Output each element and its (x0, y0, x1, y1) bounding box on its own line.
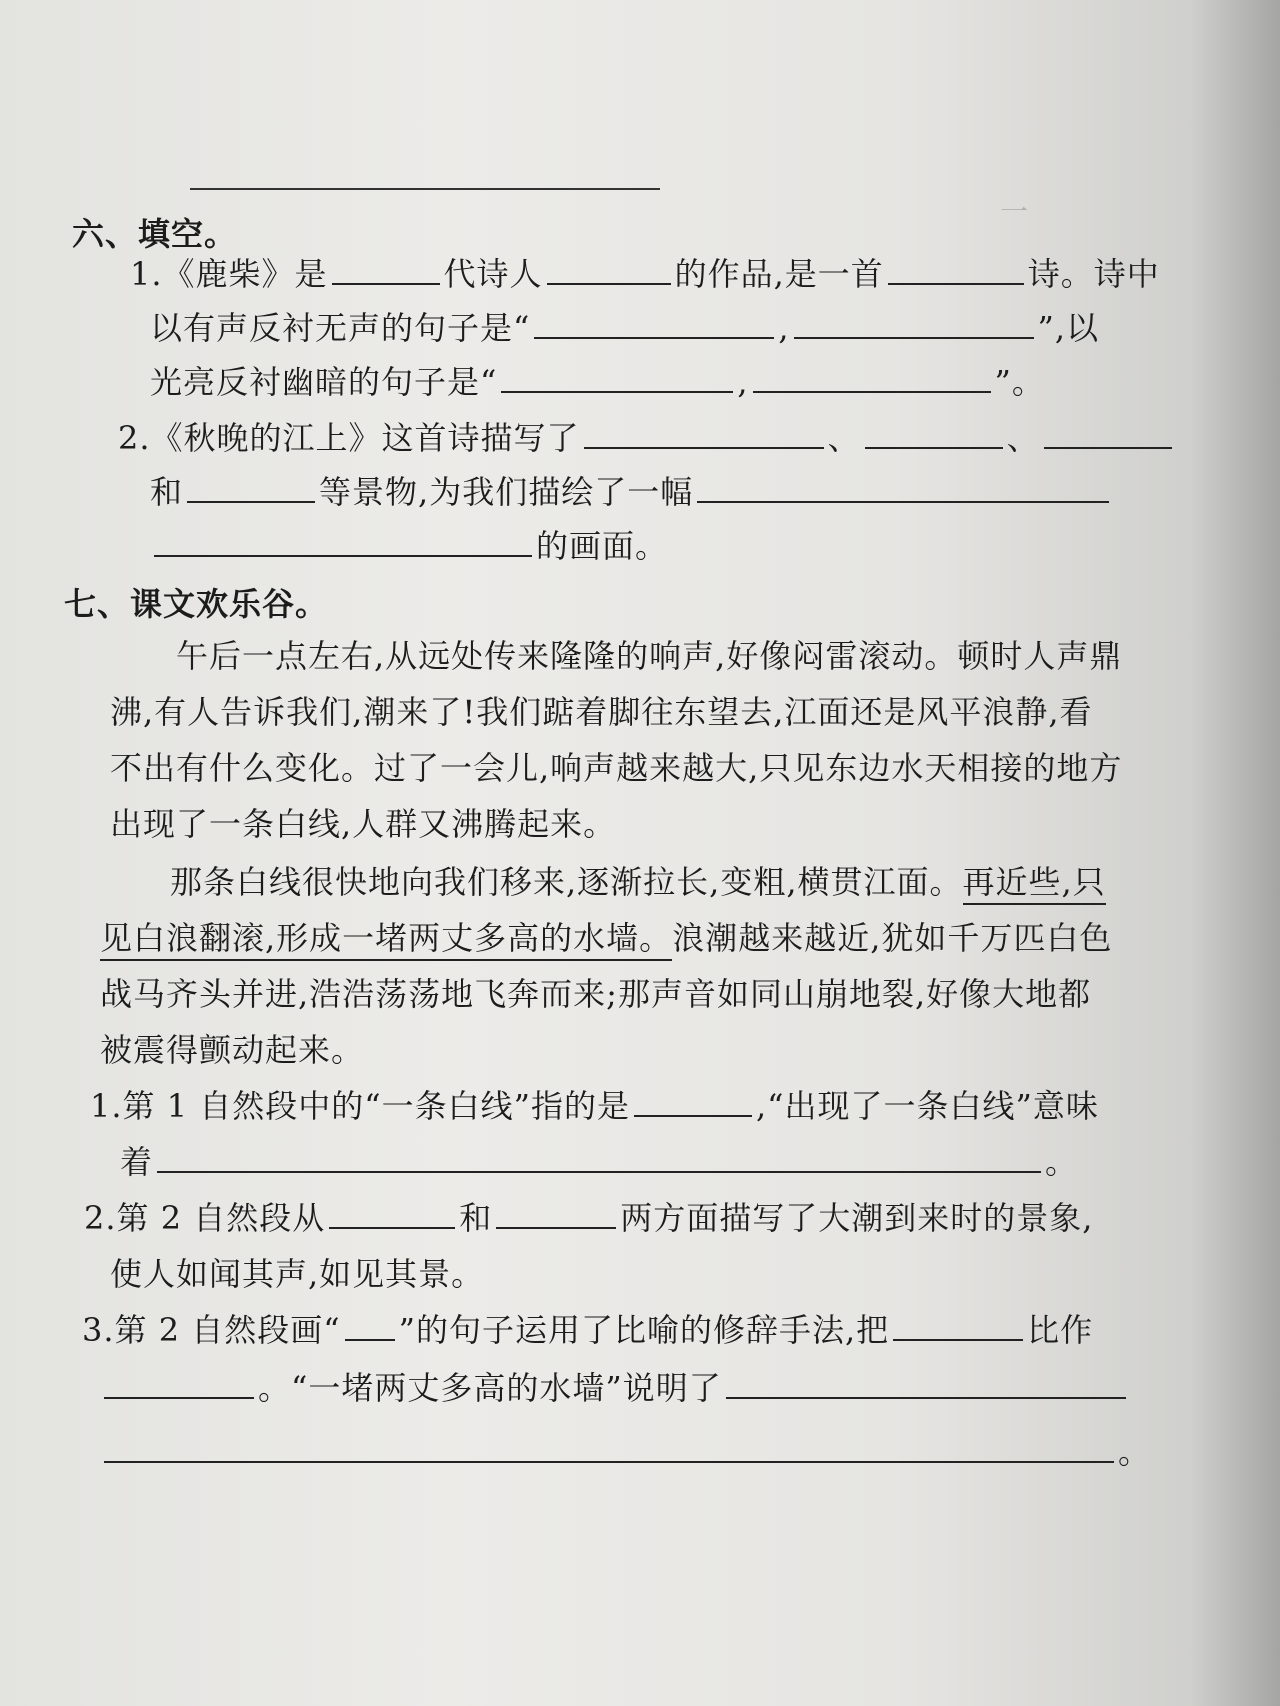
answer-blank[interactable] (345, 1311, 395, 1341)
answer-blank[interactable] (584, 419, 824, 449)
text-segment: 2.《秋晚的江上》这首诗描写了 (118, 419, 580, 457)
text-segment: 光亮反衬幽暗的句子是“ (150, 363, 498, 401)
s6-q2-line3 (150, 526, 668, 566)
answer-blank[interactable] (154, 527, 532, 557)
s7-q3-line2 (100, 1368, 1130, 1408)
section-7-heading: 七、课文欢乐谷。 (64, 585, 329, 623)
underlined-sentence: 见白浪翻滚,形成一堵两丈多高的水墙。 (100, 919, 672, 961)
answer-blank[interactable] (634, 1087, 752, 1117)
text-segment: 两方面描写了大潮到来时的景象, (620, 1199, 1094, 1237)
s7-q3-line1 (82, 1310, 1093, 1350)
text-segment: 1.第 1 自然段中的“一条白线”指的是 (90, 1087, 630, 1125)
answer-blank[interactable] (534, 309, 774, 339)
passage-p1-line1: 午后一点左右,从远处传来隆隆的响声,好像闷雷滚动。顿时人声鼎 (176, 637, 1123, 675)
text-segment: 那条白线很快地向我们移来,逐渐拉长,变粗,横贯江面。 (170, 863, 963, 901)
text-segment: 的作品,是一首 (674, 255, 884, 293)
text-segment: 和 (150, 473, 184, 511)
text-segment: ”的句子运用了比喻的修辞手法,把 (398, 1311, 890, 1349)
binding-shadow (1190, 0, 1280, 1706)
answer-blank[interactable] (726, 1369, 1126, 1399)
s6-q1-line3: 光亮反衬幽暗的句子是“ , ”。 (150, 363, 1045, 401)
answer-blank[interactable] (332, 255, 440, 285)
text-segment: 。 (1045, 1143, 1079, 1181)
answer-line-top (190, 188, 660, 190)
s6-q1-line1 (130, 254, 1160, 294)
passage-p1-line3: 不出有什么变化。过了一会儿,响声越来越大,只见东边水天相接的地方 (110, 749, 1123, 787)
answer-blank[interactable] (865, 419, 1003, 449)
text-segment: 以有声反衬无声的句子是“ (150, 309, 531, 347)
text-segment: 1.《鹿柴》是 (130, 255, 328, 293)
s6-q1-line2: 以有声反衬无声的句子是“ , ”,以 (150, 309, 1100, 347)
s6-q2-line2 (150, 472, 1113, 512)
text-segment: 代诗人 (443, 255, 543, 293)
s7-q3-line3 (100, 1432, 1151, 1472)
text-segment: 的画面。 (536, 527, 669, 565)
s6-q2-line1: 2.《秋晚的江上》这首诗描写了 、 、 (118, 418, 1176, 458)
text-segment: 2.第 2 自然段从 (84, 1199, 326, 1237)
text-segment: 浪潮越来越近,犹如千万匹白色 (672, 919, 1113, 957)
text-segment: 比作 (1027, 1311, 1094, 1349)
answer-blank[interactable] (893, 1311, 1023, 1341)
answer-blank[interactable] (697, 473, 1109, 503)
passage-p1-line2: 沸,有人告诉我们,潮来了!我们踮着脚往东望去,江面还是风平浪静,看 (110, 693, 1093, 731)
answer-blank[interactable] (104, 1433, 1114, 1463)
underlined-sentence: 再近些,只 (963, 863, 1106, 905)
section-6-heading: 六、填空。 (72, 215, 238, 253)
s7-q2-line1 (84, 1198, 1093, 1238)
text-segment: ,“出现了一条白线”意味 (755, 1087, 1099, 1125)
answer-blank[interactable] (888, 255, 1024, 285)
text-segment: ”,以 (1037, 309, 1100, 347)
show-through-mark: 一 (1000, 195, 1029, 228)
passage-p2-line4: 被震得颤动起来。 (100, 1031, 365, 1069)
answer-blank[interactable] (501, 363, 733, 393)
passage-p2-line1 (170, 862, 1106, 902)
text-segment: 着 (120, 1143, 154, 1181)
passage-p1-line4: 出现了一条白线,人群又沸腾起来。 (110, 805, 617, 843)
s7-q2-line2: 使人如闻其声,如见其景。 (110, 1255, 485, 1293)
answer-blank[interactable] (753, 363, 991, 393)
text-segment: 和 (459, 1199, 493, 1237)
answer-blank[interactable] (496, 1199, 616, 1229)
answer-blank[interactable] (547, 255, 671, 285)
answer-blank[interactable] (104, 1369, 254, 1399)
answer-blank[interactable] (329, 1199, 455, 1229)
text-segment: 。 (1118, 1433, 1152, 1471)
text-segment: 等景物,为我们描绘了一幅 (319, 473, 694, 511)
answer-blank[interactable] (1044, 419, 1172, 449)
passage-p2-line2 (100, 918, 1112, 958)
text-segment: 。“一堵两丈多高的水墙”说明了 (258, 1369, 722, 1407)
text-segment: 3.第 2 自然段画“ (82, 1311, 341, 1349)
text-segment: ”。 (994, 363, 1045, 401)
text-segment: 诗。诗中 (1027, 255, 1160, 293)
answer-blank[interactable] (187, 473, 315, 503)
answer-blank[interactable] (794, 309, 1034, 339)
s7-q1-line1 (90, 1086, 1099, 1126)
s7-q1-line2 (120, 1142, 1078, 1182)
passage-p2-line3: 战马齐头并进,浩浩荡荡地飞奔而来;那声音如同山崩地裂,好像大地都 (100, 975, 1092, 1013)
answer-blank[interactable] (157, 1143, 1041, 1173)
